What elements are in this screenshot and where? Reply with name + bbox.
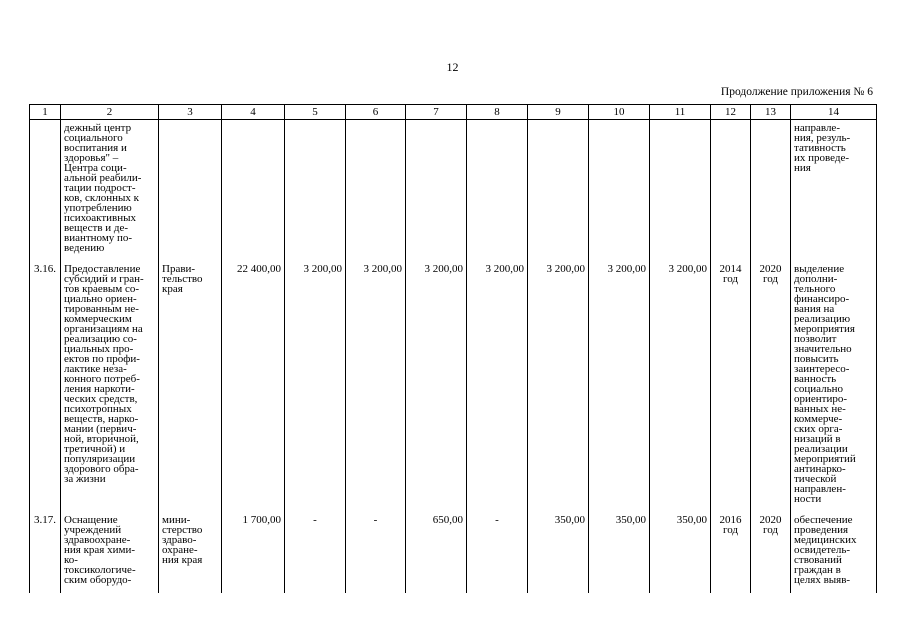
- column-header: 7: [406, 105, 467, 120]
- column-header: 14: [791, 105, 877, 120]
- measure-name-cell: Предоставление субсидий и гран- тов краевым со- циально ориен- тированным не- коммерческим организациям на реализацию со- циальных про- ектов по профи- лактике неза- конного потреб- ления наркоти- ческих средств, психотропных веществ, нарко- мании (первич- ной, вторичной, третичной) и популяризации здорового обра- за жизни: [61, 261, 159, 512]
- column-header: 3: [159, 105, 222, 120]
- column-header: 12: [711, 105, 751, 120]
- column-header: 8: [467, 105, 528, 120]
- total-amount-cell: 1 700,00: [222, 512, 285, 593]
- table-row: [30, 120, 877, 262]
- page-number: 12: [446, 60, 459, 74]
- table-row: [30, 512, 877, 593]
- executor-cell: [159, 120, 222, 262]
- end-year-cell: 2020 год: [751, 261, 791, 512]
- amount-col10-cell: 350,00: [589, 512, 650, 593]
- expected-result-cell: выделение дополни- тельного финансиро- вания на реализацию мероприятия позволит значительно повысить заинтересо- ванность социально ориентиро- ванных не- коммерче- ских орга- низаций в реализации мероприятий антинарко- тической направлен- ности: [791, 261, 877, 512]
- amount-col11-cell: 3 200,00: [650, 261, 711, 512]
- amount-col8-cell: [467, 120, 528, 262]
- measure-name-cell: дежный центр социального воспитания и здоровья" – Центра соци- альной реабили- тации подрост- ков, склонных к употреблению психоактивных веществ и де- виантному по- ведению: [61, 120, 159, 262]
- expected-result-cell: обеспечение проведения медицинских освидетель- ствований граждан в целях выяв-: [791, 512, 877, 593]
- amount-col10-cell: [589, 120, 650, 262]
- executor-cell: мини- стерство здраво- охране- ния края: [159, 512, 222, 593]
- table-body: [30, 120, 877, 594]
- amount-col7-cell: 3 200,00: [406, 261, 467, 512]
- amount-col9-cell: [528, 120, 589, 262]
- column-header: 10: [589, 105, 650, 120]
- measure-name-cell: Оснащение учреждений здравоохране- ния края хими- ко- токсикологиче- ским оборудо-: [61, 512, 159, 593]
- amount-col7-cell: [406, 120, 467, 262]
- amount-col5-cell: 3 200,00: [285, 261, 346, 512]
- amount-col7-cell: 650,00: [406, 512, 467, 593]
- amount-col11-cell: 350,00: [650, 512, 711, 593]
- column-header: 4: [222, 105, 285, 120]
- amount-col8-cell: -: [467, 512, 528, 593]
- amount-col10-cell: 3 200,00: [589, 261, 650, 512]
- amount-col9-cell: 3 200,00: [528, 261, 589, 512]
- column-header: 9: [528, 105, 589, 120]
- column-header: 13: [751, 105, 791, 120]
- column-number-row: [30, 105, 877, 120]
- start-year-cell: 2014 год: [711, 261, 751, 512]
- table-row: [30, 261, 877, 512]
- expected-result-cell: направле- ния, резуль- тативность их проведе- ния: [791, 120, 877, 262]
- item-number-cell: [30, 120, 61, 262]
- amount-col5-cell: [285, 120, 346, 262]
- column-header: 1: [30, 105, 61, 120]
- amount-col11-cell: [650, 120, 711, 262]
- executor-cell: Прави- тельство края: [159, 261, 222, 512]
- item-number-cell: 3.17.: [30, 512, 61, 593]
- total-amount-cell: [222, 120, 285, 262]
- amount-col6-cell: [346, 120, 406, 262]
- start-year-cell: 2016 год: [711, 512, 751, 593]
- column-header: 2: [61, 105, 159, 120]
- column-header: 6: [346, 105, 406, 120]
- program-table: [29, 104, 877, 593]
- column-header: 5: [285, 105, 346, 120]
- start-year-cell: [711, 120, 751, 262]
- end-year-cell: 2020 год: [751, 512, 791, 593]
- total-amount-cell: 22 400,00: [222, 261, 285, 512]
- amount-col8-cell: 3 200,00: [467, 261, 528, 512]
- item-number-cell: 3.16.: [30, 261, 61, 512]
- amount-col5-cell: -: [285, 512, 346, 593]
- end-year-cell: [751, 120, 791, 262]
- column-header: 11: [650, 105, 711, 120]
- amount-col6-cell: -: [346, 512, 406, 593]
- amount-col9-cell: 350,00: [528, 512, 589, 593]
- continuation-label: Продолжение приложения № 6: [720, 86, 873, 98]
- amount-col6-cell: 3 200,00: [346, 261, 406, 512]
